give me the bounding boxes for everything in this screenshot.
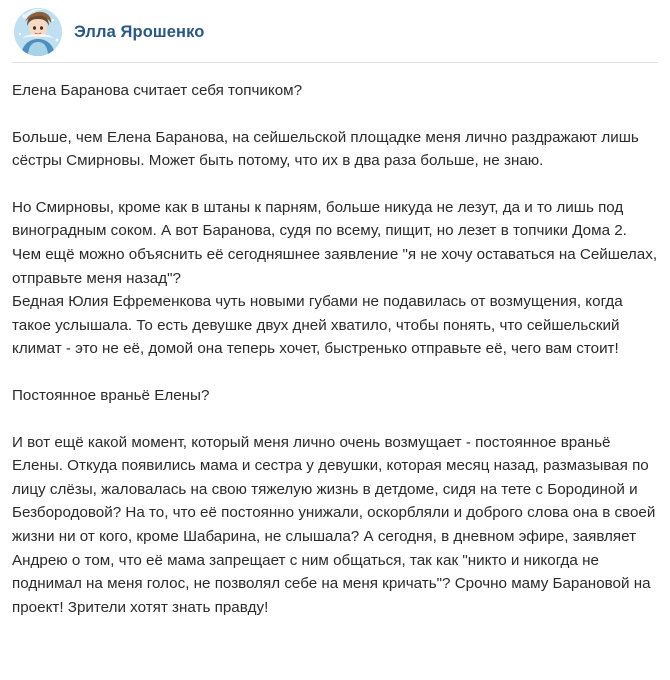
post-header (12, 0, 658, 56)
post-paragraph-subtitle: Постоянное враньё Елены? (12, 386, 210, 404)
post-author-name[interactable]: Элла Ярошенко (74, 22, 205, 41)
spacer (12, 408, 658, 431)
post-body (12, 63, 658, 619)
post-paragraph-3: Бедная Юлия Ефременкова чуть новыми губами не подавилась от возмущения, когда такое услышала. То есть девушке двух дней хватило, чтобы понять, что сейшельский климат - это не её, домой она теперь хочет, быстренько отправьте её, чего вам стоит! (12, 293, 623, 358)
spacer (12, 103, 658, 126)
post-paragraph-title: Елена Баранова считает себя топчиком? (12, 82, 303, 99)
spacer (12, 361, 658, 384)
post-paragraph-2: Но Смирновы, кроме как в штаны к парням, больше никуда не лезут, да и то лишь под виноградным соком. А вот Баранова, судя по всему, пищит, но лезет в топчики Дома 2. Чем ещё можно объяснить её сегодняшнее заявление "я не хочу оставаться на Сейшелах, отправьте меня назад"? (12, 198, 658, 287)
post-paragraph-4: И вот ещё какой момент, который меня лично очень возмущает - постоянное враньё Елены. Откуда появились мама и сестра у девушки, которая месяц назад, размазывая по лицу слёзы, жаловалась на свою тяжелую жизнь в детдоме, сидя на тете с Бородиной и Безбородовой? На то, что её постоянно унижали, оскорбляли и доброго слова она в своей жизни ни от кого, кроме Шабарина, не слышала? А сегодня, в дневном эфире, заявляет Андрею о том, что её мама запрещает с ним общаться, так как "никто и никогда не поднимал на меня голос, не позволял себе на меня кричать"? Срочно маму Барановой на проект! Зрители хотят знать правду! (12, 433, 656, 616)
spacer (12, 173, 658, 196)
post-paragraph-1: Больше, чем Елена Баранова, на сейшельской площадке меня лично раздражают лишь сёстры Смирновы. Может быть потому, что их в два раза больше, не знаю. (12, 128, 639, 170)
avatar[interactable] (14, 8, 62, 56)
avatar-snow-maiden-icon (14, 8, 62, 56)
